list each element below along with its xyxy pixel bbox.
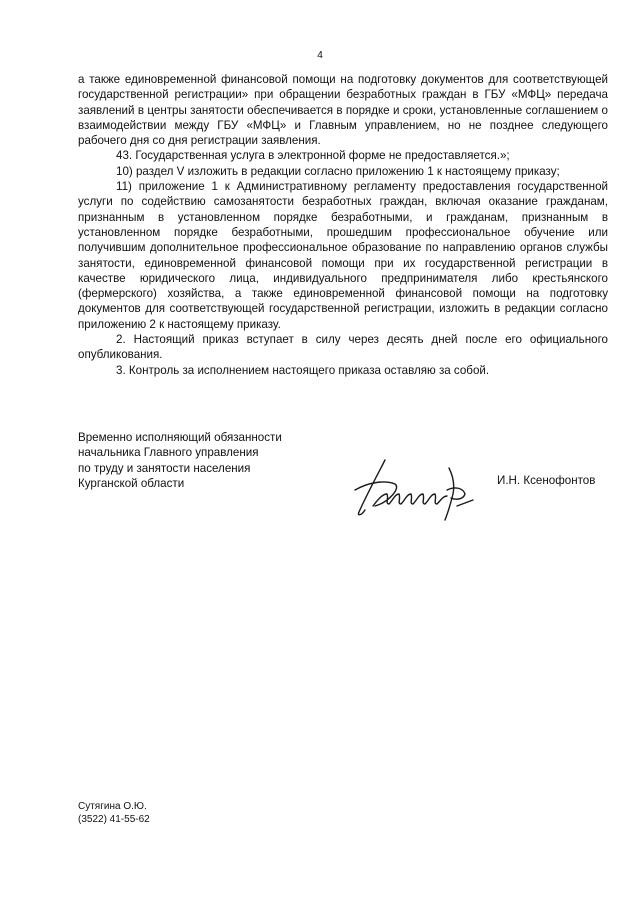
position-line: начальника Главного управления [78,446,259,460]
paragraph-item-11: 11) приложение 1 к Административному регламенту предоставления государственной услуги по содействию самозанятости безработных граждан, включая оказание гражданам, признанным в установленном порядке безработными, и гражданам, признанным в установленном порядке безработными, прошедшим профессиональное обучение или получившим дополнительное профессиональное образование по направлению органов службы занятости, единовременной финансовой помощи при их государственной регистрации в качестве юридического лица, индивидуального предпринимателя либо крестьянского (фермерского) хозяйства, а также единовременной финансовой помощи на подготовку документов для соответствующей государственной регистрации, изложить в редакции согласно приложению 2 к настоящему приказу. [78,180,608,331]
paragraph-item-43: 43. Государственная услуга в электронной форме не предоставляется.»; [116,149,510,163]
paragraph-continuation: а также единовременной финансовой помощи на подготовку документов для соответствующей государственной регистрации» при обращении безработных граждан в ГБУ «МФЦ» передача заявлений в центры занятости обеспечивается в порядке и сроки, установленные соглашением о взаимодействии между ГБУ «МФЦ» и Главным управлением, но не позднее следующего рабочего дня со дня регистрации заявления. [78,73,608,148]
signatory-name: И.Н. Ксенофонтов [497,474,596,487]
document-body [78,72,608,378]
position-line: Курганской области [78,476,185,490]
paragraph-item-3: 3. Контроль за исполнением настоящего приказа оставляю за собой. [116,363,490,377]
executor-phone: (3522) 41-55-62 [78,814,150,825]
executor-info [78,800,150,826]
handwritten-signature-icon [345,450,485,530]
position-line: по труду и занятости населения [78,461,251,475]
paragraph-item-2: 2. Настоящий приказ вступает в силу через десять дней после его официального опубликования. [78,333,608,362]
executor-name: Сутягина О.Ю. [78,801,147,812]
paragraph-item-10: 10) раздел V изложить в редакции согласно приложению 1 к настоящему приказу; [116,164,560,178]
page-number: 4 [317,50,323,61]
signatory-position [78,430,282,491]
position-line: Временно исполняющий обязанности [78,431,282,444]
